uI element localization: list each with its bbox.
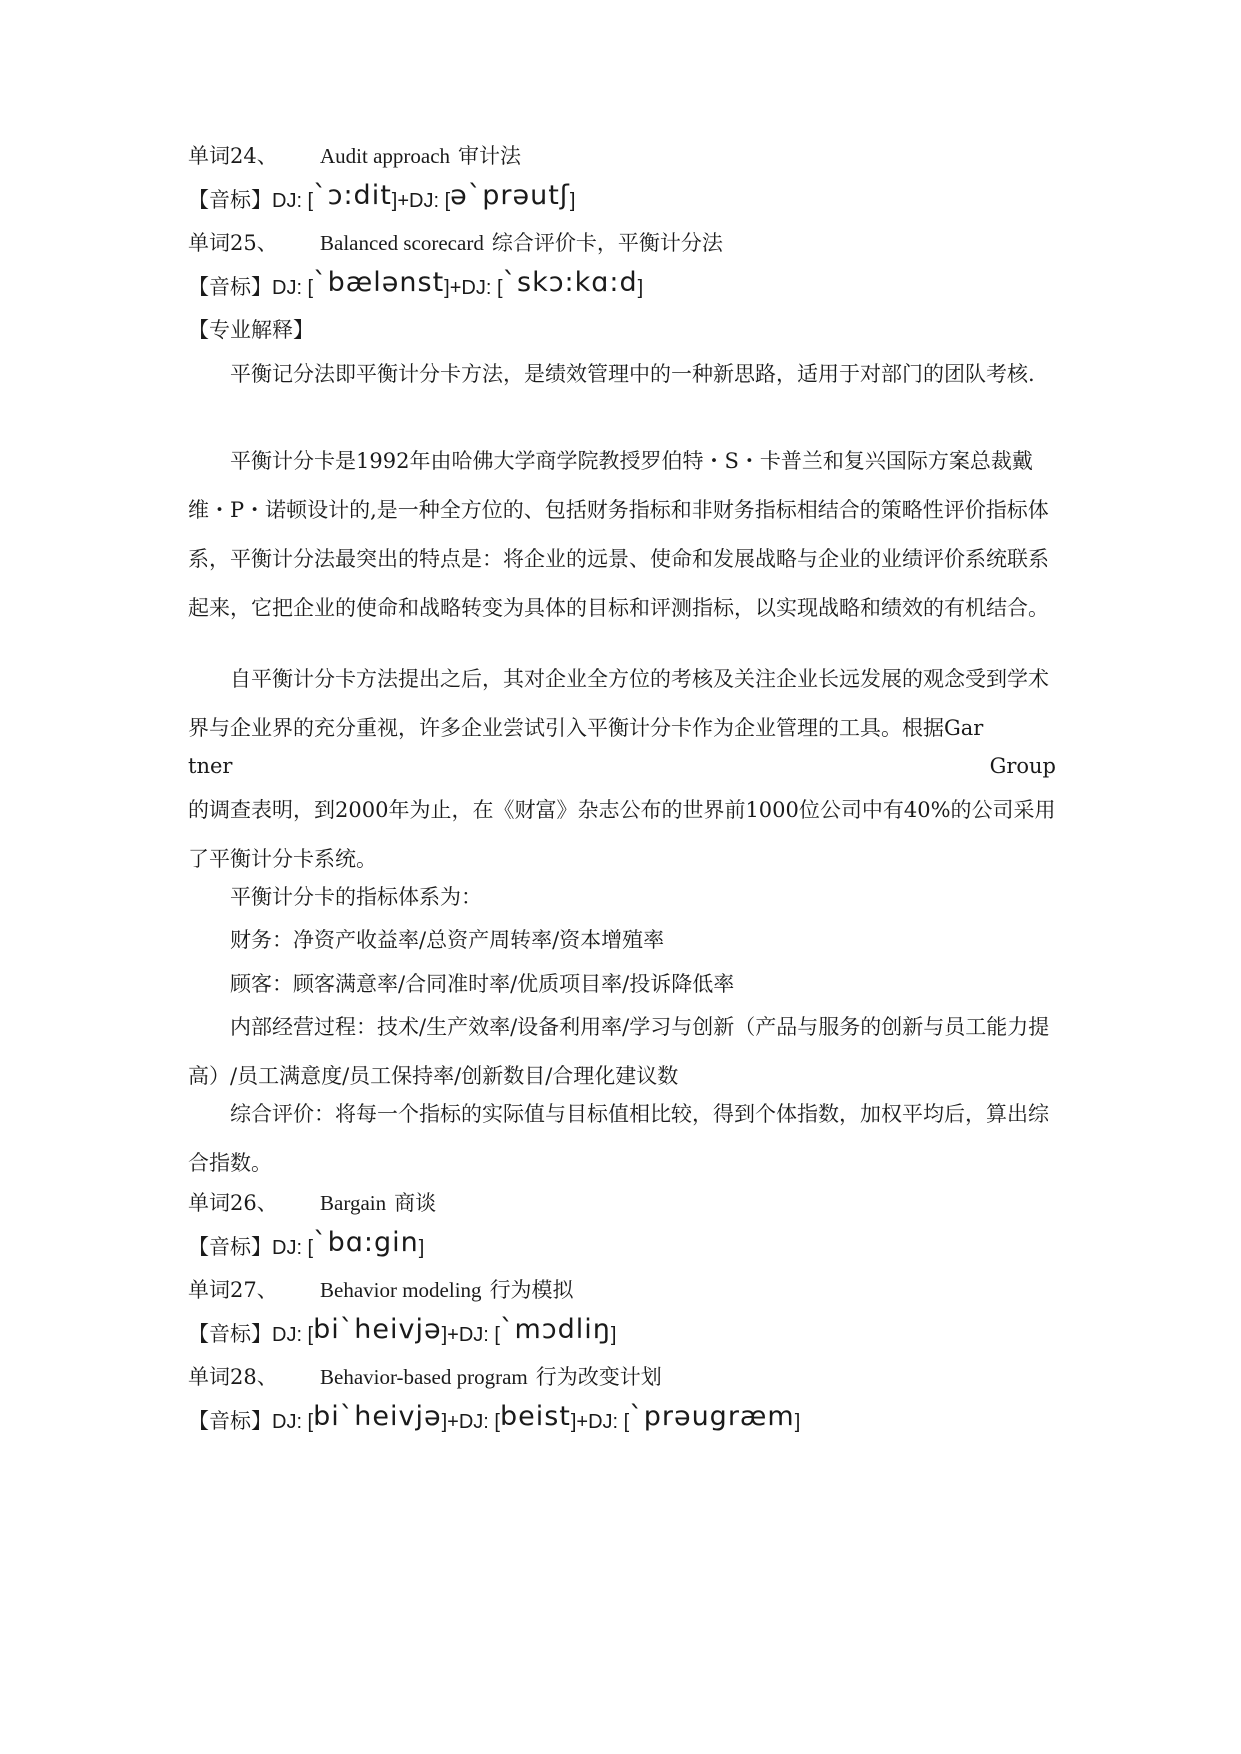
ipa-text: bi`heivjə xyxy=(313,1314,442,1345)
entry-translation: 行为模拟 xyxy=(489,1278,574,1302)
dj-close: ] xyxy=(569,190,576,212)
explanation-paragraph-3a: 自平衡计分卡方法提出之后，其对企业全方位的考核及关注企业长远发展的观念受到学术界与企业界的充分重视，许多企业尝试引入平衡计分卡作为企业管理的工具。根据Gar xyxy=(188,667,1049,740)
dj-prefix: +DJ: [ xyxy=(397,190,451,212)
word-entry-24 xyxy=(188,142,521,170)
word-entry-27 xyxy=(188,1276,574,1304)
dj-prefix: +DJ: [ xyxy=(447,1411,500,1433)
entry-number: 单词28、 xyxy=(188,1365,278,1389)
phonetic-label: 【音标】 xyxy=(188,275,272,299)
dj-close: ] xyxy=(441,1411,448,1433)
word-entry-25 xyxy=(188,229,723,257)
entry-number: 单词24、 xyxy=(188,144,278,168)
dj-close: ] xyxy=(444,277,450,299)
word-entry-28 xyxy=(188,1363,662,1391)
ipa-text: `ɔ:dit xyxy=(313,180,392,211)
ipa-text: `prəugræm xyxy=(629,1401,795,1432)
entry-term: Behavior-based program xyxy=(320,1365,528,1389)
dj-prefix: +DJ: [ xyxy=(447,1324,500,1346)
ipa-text: `bælənst xyxy=(313,267,445,298)
phonetic-line-25 xyxy=(188,267,644,302)
entry-translation: 综合评价卡，平衡计分法 xyxy=(491,231,723,255)
dj-close: ] xyxy=(610,1324,617,1346)
explanation-paragraph-3b xyxy=(188,742,1056,791)
dj-prefix: DJ: [ xyxy=(272,1324,314,1346)
dj-prefix: DJ: [ xyxy=(272,1237,314,1259)
dj-close: ] xyxy=(794,1411,801,1433)
ipa-text: beist xyxy=(499,1401,571,1432)
ipa-text: `skɔ:kɑ:d xyxy=(502,267,638,298)
dj-prefix: +DJ: [ xyxy=(576,1411,630,1433)
ipa-text: ə`prəutʃ xyxy=(450,180,570,211)
justified-word-left: tner xyxy=(188,754,233,778)
dj-close: ] xyxy=(391,190,398,212)
explanation-paragraph-2: 平衡计分卡是1992年由哈佛大学商学院教授罗伯特・S・卡普兰和复兴国际方案总裁戴维・P・诺顿设计的,是一种全方位的、包括财务指标和非财务指标相结合的策略性评价指标体系，平衡计分法最突出的特点是：将企业的远景、使命和发展战略与企业的业绩评价系统联系起来，它把企业的使命和战略转变为具体的目标和评测指标，以实现战略和绩效的有机结合。 xyxy=(188,449,1049,620)
entry-term: Behavior modeling xyxy=(320,1278,482,1302)
phonetic-label: 【音标】 xyxy=(188,188,272,212)
entry-term: Balanced scorecard xyxy=(320,231,484,255)
dj-close: ] xyxy=(637,277,644,299)
phonetic-label: 【音标】 xyxy=(188,1235,272,1259)
dj-close: ] xyxy=(570,1411,577,1433)
explanation-paragraph-5: 财务：净资产收益率/总资产周转率/资本增殖率 xyxy=(230,928,665,952)
entry-number: 单词27、 xyxy=(188,1278,278,1302)
phonetic-line-24 xyxy=(188,180,576,215)
phonetic-line-26 xyxy=(188,1227,425,1262)
phonetic-label: 【音标】 xyxy=(188,1409,272,1433)
entry-translation: 商谈 xyxy=(394,1191,437,1215)
entry-number: 单词26、 xyxy=(188,1191,278,1215)
entry-translation: 审计法 xyxy=(458,144,522,168)
explanation-paragraph-6: 顾客：顾客满意率/合同准时率/优质项目率/投诉降低率 xyxy=(230,972,735,996)
entry-translation: 行为改变计划 xyxy=(535,1365,662,1389)
entry-term: Bargain xyxy=(320,1191,387,1215)
dj-prefix: +DJ: [ xyxy=(449,277,503,299)
phonetic-line-27 xyxy=(188,1314,617,1349)
word-entry-26 xyxy=(188,1189,436,1217)
phonetic-line-28 xyxy=(188,1401,801,1436)
explanation-paragraph-1: 平衡记分法即平衡计分卡方法，是绩效管理中的一种新思路，适用于对部门的团队考核. xyxy=(230,362,1035,386)
justified-word-right: Group xyxy=(989,754,1056,778)
explanation-paragraph-3c: 的调查表明，到2000年为止，在《财富》杂志公布的世界前1000位公司中有40%的公司采用了平衡计分卡系统。 xyxy=(188,798,1056,871)
dj-prefix: DJ: [ xyxy=(272,190,314,212)
entry-term: Audit approach xyxy=(320,144,451,168)
dj-prefix: DJ: [ xyxy=(272,277,314,299)
dj-close: ] xyxy=(441,1324,448,1346)
explanation-paragraph-7: 内部经营过程：技术/生产效率/设备利用率/学习与创新（产品与服务的创新与员工能力提高）/员工满意度/员工保持率/创新数目/合理化建议数 xyxy=(188,1015,1050,1088)
dj-close: ] xyxy=(418,1237,425,1259)
explanation-paragraph-4: 平衡计分卡的指标体系为： xyxy=(230,885,482,909)
section-heading: 【专业解释】 xyxy=(188,318,314,342)
entry-number: 单词25、 xyxy=(188,231,278,255)
ipa-text: bi`heivjə xyxy=(313,1401,442,1432)
ipa-text: `mɔdliŋ xyxy=(499,1314,611,1345)
explanation-paragraph-8: 综合评价：将每一个指标的实际值与目标值相比较，得到个体指数，加权平均后，算出综合指数。 xyxy=(188,1102,1049,1175)
ipa-text: `bɑ:gin xyxy=(313,1227,419,1258)
dj-prefix: DJ: [ xyxy=(272,1411,314,1433)
phonetic-label: 【音标】 xyxy=(188,1322,272,1346)
